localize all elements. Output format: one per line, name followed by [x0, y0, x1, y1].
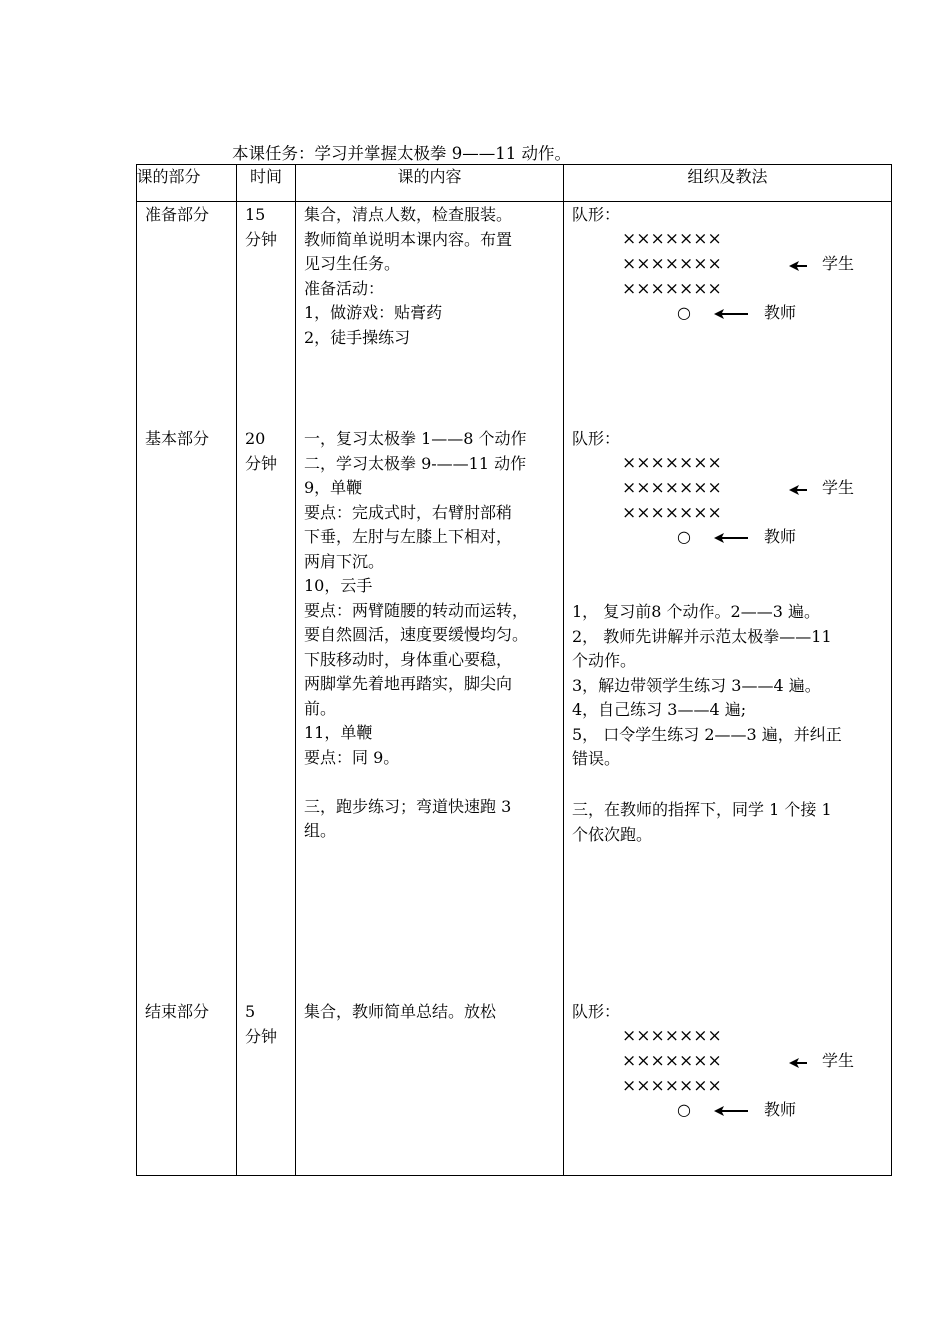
method-run: 三，在教师的指挥下，同学 1 个接 1 个依次跑。 [572, 800, 832, 844]
time-basic: 20 分钟 [245, 429, 278, 473]
arrow-left-icon [789, 1058, 807, 1068]
time-cell [237, 202, 296, 1176]
student-row: ××××××× [622, 478, 722, 498]
time-end: 5 分钟 [245, 1002, 278, 1046]
teacher-circle: ○ [677, 527, 691, 546]
student-row: ××××××× [622, 229, 722, 249]
student-row: ××××××× [622, 1051, 722, 1071]
content-basic: 一，复习太极拳 1——8 个动作 二，学习太极拳 9-——11 动作 9，单鞭 要点：完成式时，右臂肘部稍 下垂，左肘与左膝上下相对， 两肩下沉。 10，云手 要点：两臂随腰的转动而运转， 要自然圆活，速度要缓慢均匀。 下肢移动时，身体重心要稳， 两脚掌先着地再踏实，脚尖向 前。 11，单鞭 要点：同 9。 三，跑步练习；弯道快速跑 3 组。 [304, 429, 529, 840]
arrow-left-icon [789, 261, 807, 271]
formation-label: 队形： [572, 429, 621, 448]
student-label: 学生 [822, 478, 855, 497]
student-row: ××××××× [622, 453, 722, 473]
teacher-label: 教师 [764, 303, 797, 322]
content-prep: 集合，清点人数，检查服装。 教师简单说明本课内容。布置 见习生任务。 准备活动： 1，做游戏：贴膏药 2，徒手操练习 [304, 205, 513, 347]
part-prep: 准备部分 [145, 205, 210, 224]
time-prep: 15 分钟 [245, 205, 278, 249]
content-end: 集合，教师简单总结。放松 [304, 1002, 497, 1021]
teacher-circle: ○ [677, 1100, 691, 1119]
arrow-left-icon [714, 309, 748, 319]
header-content: 课的内容 [296, 165, 564, 202]
arrow-left-icon [789, 485, 807, 495]
arrow-left-icon [714, 533, 748, 543]
student-row: ××××××× [622, 1026, 722, 1046]
part-end: 结束部分 [145, 1002, 210, 1021]
student-row: ××××××× [622, 1076, 722, 1096]
formation-label: 队形： [572, 205, 621, 224]
lesson-task: 本课任务：学习并掌握太极拳 9——11 动作。 [232, 144, 571, 163]
formation-label: 队形： [572, 1002, 621, 1021]
teacher-circle: ○ [677, 303, 691, 322]
method-cell [564, 202, 892, 1176]
teacher-label: 教师 [764, 1100, 797, 1119]
content-cell [296, 202, 564, 1176]
student-row: ××××××× [622, 503, 722, 523]
header-method: 组织及教法 [564, 165, 892, 202]
method-list: 1， 复习前8 个动作。2——3 遍。 2， 教师先讲解并示范太极拳——11 个动作。 3，解边带领学生练习 3——4 遍。 4，自己练习 3——4 遍; 5， 口令学生练习 2——3 遍，并纠正 错误。 [572, 602, 842, 768]
student-label: 学生 [822, 1051, 855, 1070]
student-row: ××××××× [622, 279, 722, 299]
student-row: ××××××× [622, 254, 722, 274]
header-time: 时间 [237, 165, 296, 202]
part-cell [137, 202, 237, 1176]
student-label: 学生 [822, 254, 855, 273]
arrow-left-icon [714, 1106, 748, 1116]
part-basic: 基本部分 [145, 429, 210, 448]
lesson-plan-table [136, 164, 892, 1176]
teacher-label: 教师 [764, 527, 797, 546]
header-part: 课的部分 [137, 165, 237, 202]
